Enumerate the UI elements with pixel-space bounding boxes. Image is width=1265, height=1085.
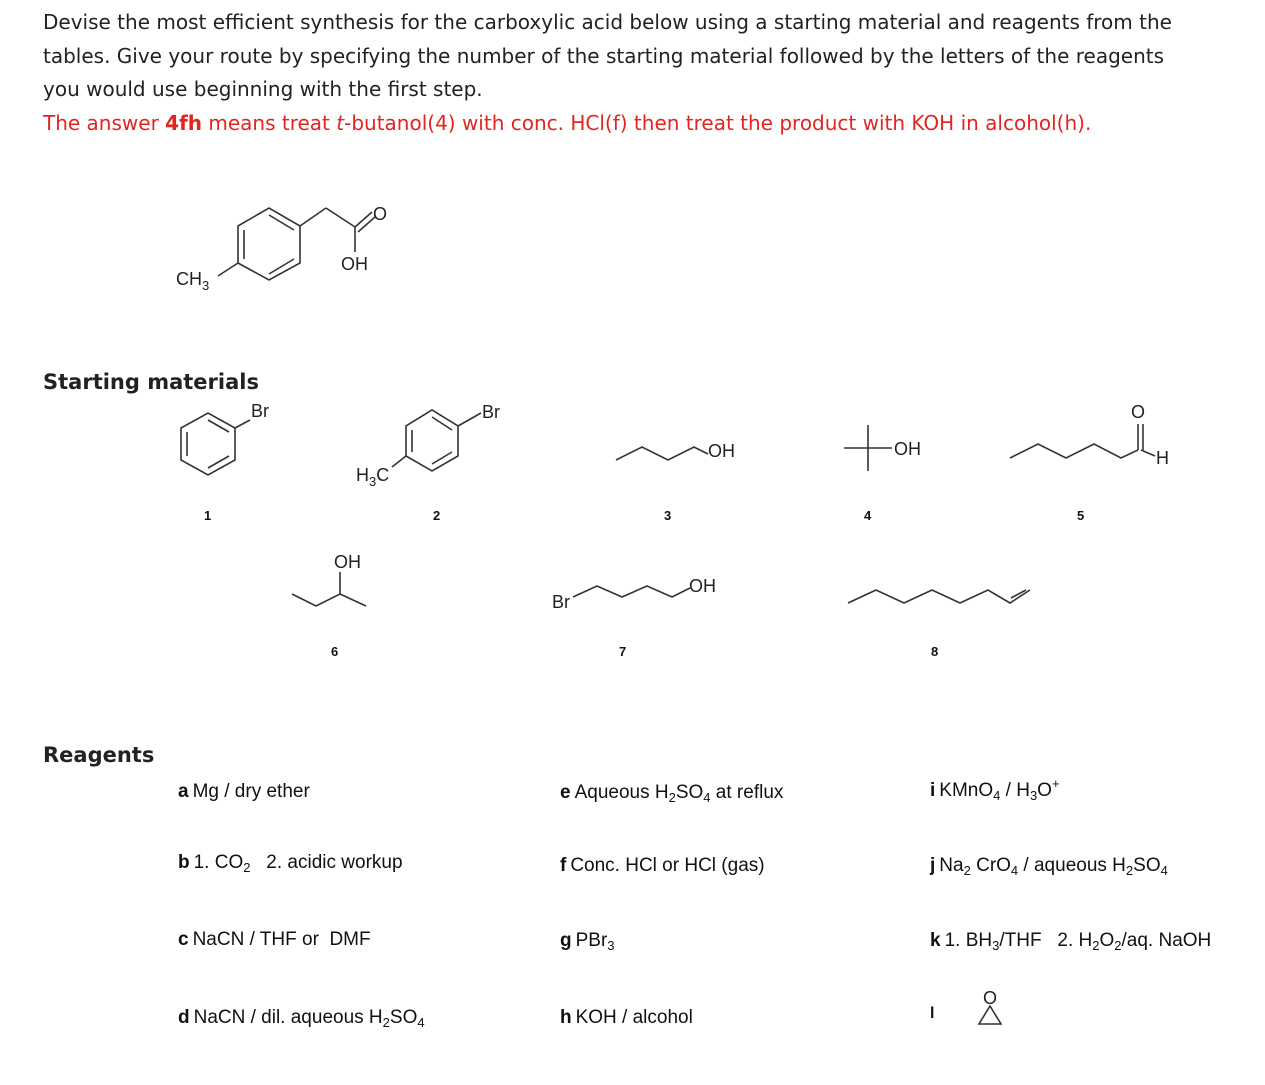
starting-material-7 [552, 576, 716, 659]
reagent-l-letter: l [930, 1005, 935, 1022]
target-o-label: O [373, 204, 388, 224]
reagent-c: c NaCN / THF or DMF [178, 929, 371, 950]
sm4-oh-label: OH [894, 439, 921, 459]
sm1-number: 1 [204, 508, 212, 523]
sm8-number: 8 [931, 644, 939, 659]
starting-material-1 [181, 401, 269, 523]
target-ch3-label: $CH_3$ [176, 269, 210, 293]
starting-material-5 [1010, 402, 1169, 523]
epoxide-o-label: O [983, 988, 998, 1008]
sm6-number: 6 [331, 644, 339, 659]
reagent-b: b 1. $CO_2$ 2. acidic workup [178, 852, 403, 875]
starting-material-6 [292, 552, 366, 659]
sm5-o-label: O [1131, 402, 1146, 422]
starting-material-2 [356, 402, 500, 523]
reagent-e: e Aqueous $H_2SO_4$ at reflux [560, 782, 784, 805]
sm2-br-label: Br [482, 402, 500, 422]
reagent-a: a Mg / dry ether [178, 781, 310, 802]
target-molecule [176, 204, 387, 293]
sm6-oh-label: OH [334, 552, 361, 572]
example-answer-line: The answer 4fh means treat t-butanol(4) with conc. HCl(f) then treat the product with KOH in alcohol(h). [43, 110, 1092, 135]
starting-material-3 [616, 441, 735, 523]
sm4-number: 4 [864, 508, 872, 523]
starting-material-8 [848, 590, 1030, 659]
reagent-f: f Conc. HCl or HCl (gas) [560, 855, 765, 876]
starting-material-4 [844, 425, 921, 523]
sm5-number: 5 [1077, 508, 1085, 523]
sm7-number: 7 [619, 644, 627, 659]
sm5-h-label: H [1156, 448, 1169, 468]
question-line-2: tables. Give your route by specifying the number of the starting material followed by the letters of the reagents [43, 43, 1165, 68]
sm1-br-label: Br [251, 401, 269, 421]
target-oh-label: OH [341, 254, 368, 274]
reagent-g: g PBr$_3$ [560, 930, 615, 953]
reagent-l-epoxide [979, 988, 1001, 1024]
sm7-br-label: Br [552, 592, 570, 612]
sm3-number: 3 [664, 508, 672, 523]
reagent-d: d NaCN / dil. aqueous $H_2SO_4$ [178, 1007, 425, 1030]
reagent-h: h KOH / alcohol [560, 1007, 693, 1028]
reagent-i: i KMnO$_4$ / $H_3O^+$ [930, 776, 1060, 803]
sm2-h3c-label: $H_3C$ [356, 465, 390, 489]
sm3-oh-label: OH [708, 441, 735, 461]
sm2-number: 2 [433, 508, 441, 523]
reagent-k: k 1. $BH_3$/THF 2. $H_2O_2/aq$. NaOH [930, 930, 1212, 953]
reagents-heading: Reagents [43, 743, 155, 767]
question-line-1: Devise the most efficient synthesis for the carboxylic acid below using a starting material and reagents from the [43, 10, 1172, 34]
starting-materials-heading: Starting materials [43, 370, 259, 394]
question-line-3: you would use beginning with the first step. [43, 77, 483, 101]
sm7-oh-label: OH [689, 576, 716, 596]
reagent-j: j $Na_2$ CrO$_4$ / aqueous $H_2SO_4$ [930, 855, 1168, 878]
